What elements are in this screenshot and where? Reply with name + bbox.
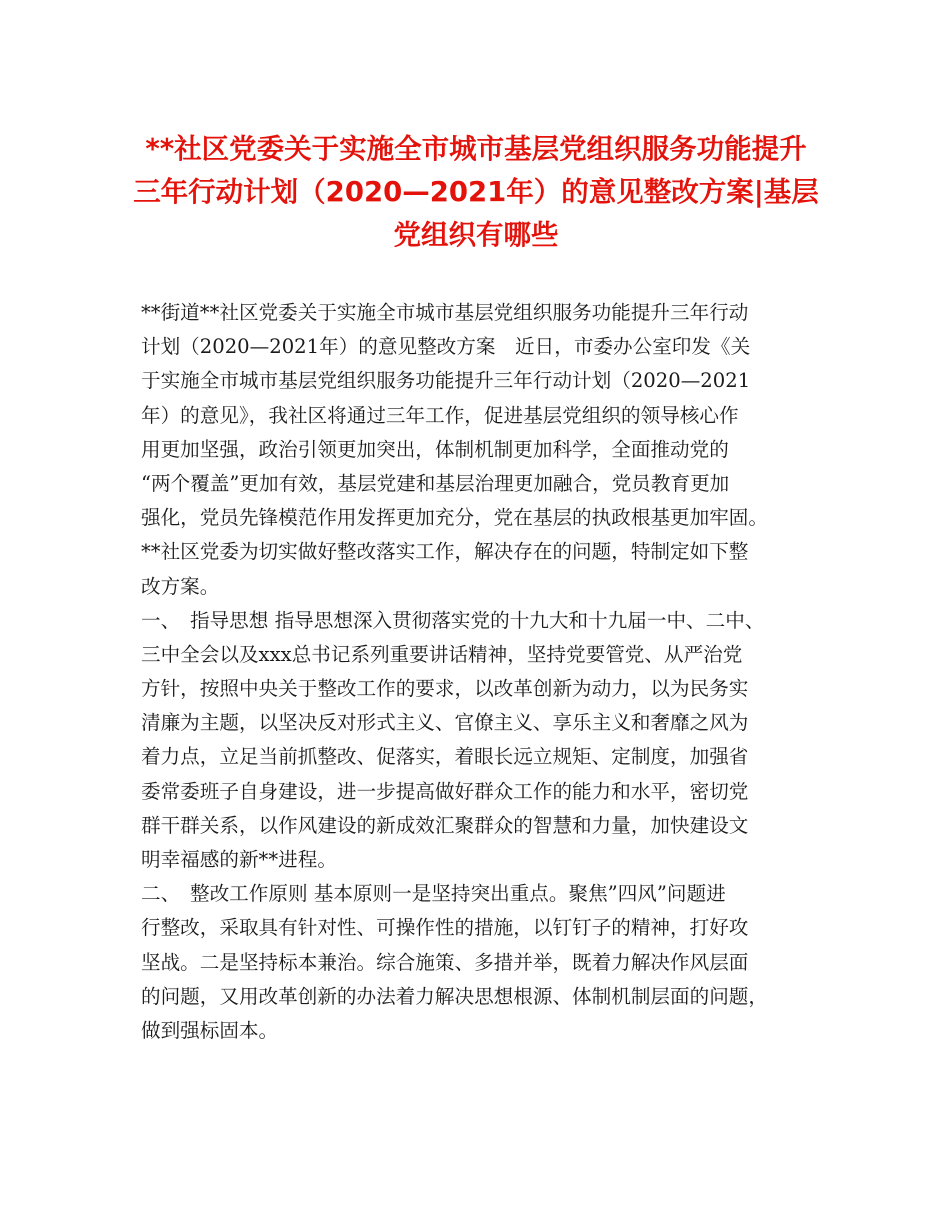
body-line: 行整改，采取具有针对性、可操作性的措施，以钉钉子的精神，打好攻 [141, 916, 749, 940]
body-line: 用更加坚强，政治引领更加突出，体制机制更加科学，全面推动党的 [141, 437, 729, 461]
document-title [120, 128, 832, 257]
body-line: 改方案。 [141, 574, 220, 598]
title-line: 党组织有哪些 [393, 219, 559, 251]
body-line: 委常委班子自身建设，进一步提高做好群众工作的能力和水平，密切党 [141, 779, 749, 803]
body-line: 强化，党员先锋模范作用发挥更加充分，党在基层的执政根基更加牢固。 [141, 506, 768, 530]
title-line: **社区党委关于实施全市城市基层党组织服务功能提升 [145, 133, 807, 165]
body-line: **街道**社区党委关于实施全市城市基层党组织服务功能提升三年行动 [141, 301, 749, 324]
body-line: 计划（2020—2021年）的意见整改方案 近日，市委办公室印发《关 [141, 335, 751, 359]
body-line: 于实施全市城市基层党组织服务功能提升三年行动计划（2020—2021 [141, 369, 751, 393]
body-line: 清廉为主题，以坚决反对形式主义、官僚主义、享乐主义和奢靡之风为 [141, 711, 749, 735]
body-line: 做到强标固本。 [141, 1018, 279, 1042]
title-line: 三年行动计划（2020—2021年）的意见整改方案|基层 [133, 176, 819, 208]
body-line: 的问题，又用改革创新的办法着力解决思想根源、体制机制层面的问题， [141, 984, 768, 1008]
document-body [141, 296, 831, 1048]
body-line: 二、 整改工作原则 基本原则一是坚持突出重点。聚焦”四风”问题进 [141, 882, 726, 906]
body-line: 群干群关系，以作风建设的新成效汇聚群众的智慧和力量，加快建设文 [141, 813, 749, 837]
body-line: “两个覆盖”更加有效，基层党建和基层治理更加融合，党员教育更加 [141, 471, 730, 495]
body-line: 三中全会以及xxx总书记系列重要讲话精神，坚持党要管党、从严治党 [141, 642, 743, 666]
body-line: 方针，按照中央关于整改工作的要求，以改革创新为动力，以为民务实 [141, 677, 749, 701]
body-line: 明幸福感的新**进程。 [141, 848, 337, 871]
body-line: 年）的意见》，我社区将通过三年工作，促进基层党组织的领导核心作 [141, 403, 739, 427]
body-line: **社区党委为切实做好整改落实工作，解决存在的问题，特制定如下整 [141, 540, 749, 564]
body-line: 着力点，立足当前抓整改、促落实，着眼长远立规矩、定制度，加强省 [141, 745, 749, 769]
body-line: 一、 指导思想 指导思想深入贯彻落实党的十九大和十九届一中、二中、 [141, 608, 765, 632]
body-line: 坚战。二是坚持标本兼治。综合施策、多措并举，既着力解决作风层面 [141, 950, 749, 974]
